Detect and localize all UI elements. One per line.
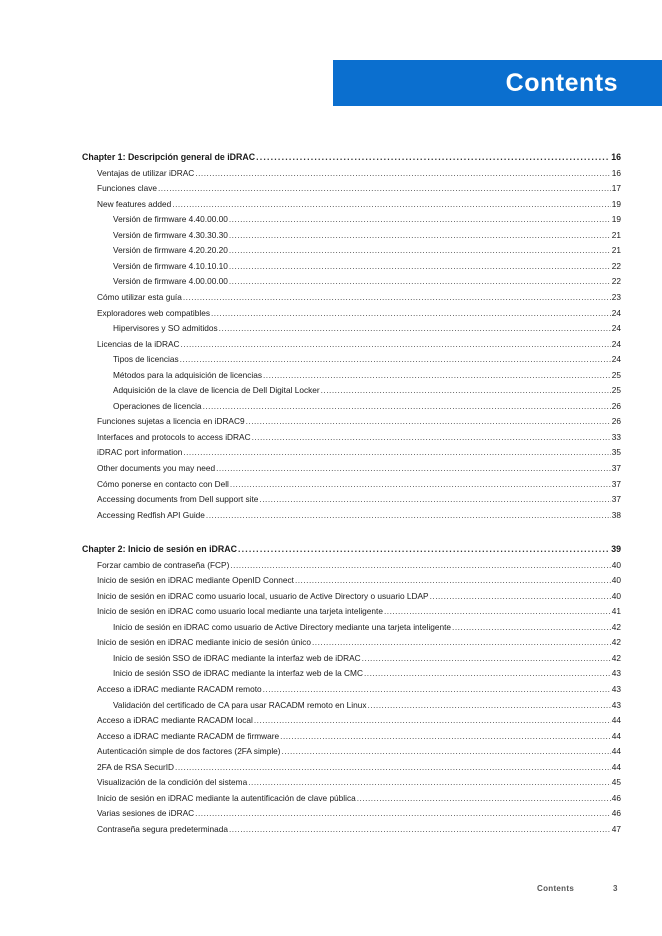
- dot-leader: [384, 606, 611, 617]
- dot-leader: [321, 385, 611, 396]
- page-number: 21: [611, 245, 621, 256]
- toc-entry[interactable]: [97, 292, 621, 303]
- dot-leader: [216, 463, 611, 474]
- toc-entry[interactable]: [97, 463, 621, 474]
- page-number: 26: [611, 416, 621, 427]
- page-number: 33: [611, 431, 621, 442]
- page-number: 43: [611, 699, 621, 710]
- toc-entry[interactable]: [113, 622, 621, 633]
- entry-label: Inicio de sesión SSO de iDRAC mediante la interfaz web de la CMC: [113, 668, 363, 679]
- page-number: 22: [611, 276, 621, 287]
- toc-entry[interactable]: [97, 777, 621, 788]
- page-number: 40: [611, 559, 621, 570]
- page-number: 16: [611, 167, 621, 178]
- dot-leader: [229, 261, 611, 272]
- dot-leader: [254, 715, 611, 726]
- entry-label: Acceso a iDRAC mediante RACADM local: [97, 715, 253, 726]
- toc-entry[interactable]: [113, 401, 621, 412]
- page-number: 26: [611, 400, 621, 411]
- entry-label: Other documents you may need: [97, 463, 216, 473]
- page-footer: [0, 884, 662, 896]
- toc-entry[interactable]: [113, 370, 621, 381]
- page-number: 41: [611, 606, 621, 617]
- entry-label: Versión de firmware 4.30.30.30: [113, 229, 228, 240]
- entry-label: 2FA de RSA SecurID: [97, 761, 175, 772]
- toc-entry[interactable]: [97, 339, 621, 350]
- dot-leader: [175, 762, 611, 773]
- entry-label: Licencias de la iDRAC: [97, 338, 180, 349]
- entry-label: Contraseña segura predeterminada: [97, 823, 228, 834]
- dot-leader: [430, 591, 611, 602]
- dot-leader: [195, 168, 610, 179]
- dot-leader: [206, 510, 611, 521]
- dot-leader: [183, 447, 610, 458]
- entry-label: Ventajas de utilizar iDRAC: [97, 167, 195, 178]
- dot-leader: [211, 308, 611, 319]
- entry-label: Interfaces and protocols to access iDRAC: [97, 431, 251, 442]
- dot-leader: [229, 230, 611, 241]
- dot-leader: [364, 668, 611, 679]
- page-number: 44: [611, 761, 621, 772]
- toc-entry[interactable]: [97, 591, 621, 602]
- dot-leader: [238, 544, 610, 555]
- toc-entry[interactable]: [97, 824, 621, 835]
- toc-entry[interactable]: [97, 808, 621, 819]
- page-number: 44: [611, 730, 621, 741]
- toc-entry[interactable]: [113, 700, 621, 711]
- toc-entry[interactable]: [97, 793, 621, 804]
- chapter-title: Chapter 1: Descripción general de iDRAC: [82, 152, 256, 162]
- entry-label: Versión de firmware 4.20.20.20: [113, 245, 228, 256]
- dot-leader: [259, 494, 610, 505]
- entry-label: Inicio de sesión SSO de iDRAC mediante la interfaz web de iDRAC: [113, 652, 361, 663]
- toc-entry[interactable]: [97, 715, 621, 726]
- dot-leader: [368, 700, 611, 711]
- entry-label: Inicio de sesión en iDRAC mediante la autentificación de clave pública: [97, 792, 356, 803]
- page-number: 19: [611, 214, 621, 225]
- toc-entry[interactable]: [97, 560, 621, 571]
- dot-leader: [246, 416, 611, 427]
- dot-leader: [230, 479, 611, 490]
- toc-entry[interactable]: [97, 762, 621, 773]
- toc-entry[interactable]: [97, 183, 621, 194]
- dot-leader: [180, 354, 611, 365]
- toc-entry[interactable]: [97, 606, 621, 617]
- entry-label: Versión de firmware 4.00.00.00: [113, 276, 228, 287]
- toc-entry[interactable]: [113, 385, 621, 396]
- entry-label: Varias sesiones de iDRAC: [97, 808, 195, 819]
- page-title: Contents: [505, 68, 618, 97]
- page-number: 45: [611, 777, 621, 788]
- toc-entry[interactable]: [113, 214, 621, 225]
- entry-label: Forzar cambio de contraseña (FCP): [97, 559, 230, 570]
- dot-leader: [362, 653, 611, 664]
- toc-entry[interactable]: [97, 308, 621, 319]
- entry-label: Acceso a iDRAC mediante RACADM de firmware: [97, 730, 280, 741]
- toc-entry[interactable]: [113, 354, 621, 365]
- entry-label: Versión de firmware 4.10.10.10: [113, 260, 228, 271]
- chapter-title: Chapter 2: Inicio de sesión en iDRAC: [82, 544, 237, 554]
- page-number: 23: [611, 291, 621, 302]
- dot-leader: [183, 292, 611, 303]
- toc-entry[interactable]: [97, 168, 621, 179]
- page-number: 43: [611, 668, 621, 679]
- dot-leader: [219, 323, 611, 334]
- dot-leader: [252, 432, 611, 443]
- page-number: 24: [611, 323, 621, 334]
- toc-entry[interactable]: [113, 653, 621, 664]
- contents-banner: [333, 60, 662, 106]
- dot-leader: [452, 622, 611, 633]
- page-number: 24: [611, 338, 621, 349]
- entry-label: Autenticación simple de dos factores (2FA simple): [97, 746, 281, 757]
- toc-entry[interactable]: [113, 261, 621, 272]
- page-number: 35: [611, 447, 621, 458]
- entry-label: Funciones sujetas a licencia en iDRAC9: [97, 416, 245, 427]
- entry-label: Inicio de sesión en iDRAC como usuario de Active Directory mediante una tarjeta inteligente: [113, 621, 452, 632]
- toc-entry[interactable]: [97, 637, 621, 648]
- toc-entry[interactable]: [113, 323, 621, 334]
- entry-label: Operaciones de licencia: [113, 400, 202, 411]
- dot-leader: [229, 214, 611, 225]
- entry-label: iDRAC port information: [97, 447, 183, 458]
- page-number: 42: [611, 652, 621, 663]
- entry-label: Visualización de la condición del sistema: [97, 777, 248, 788]
- page-number: 40: [611, 575, 621, 586]
- entry-label: Cómo ponerse en contacto con Dell: [97, 478, 229, 489]
- entry-label: Versión de firmware 4.40.00.00: [113, 214, 228, 225]
- dot-leader: [256, 152, 610, 163]
- footer-page-number: 3: [613, 884, 618, 893]
- page-number: 16: [611, 152, 621, 162]
- page-number: 44: [611, 715, 621, 726]
- dot-leader: [280, 731, 611, 742]
- toc-entry[interactable]: [97, 746, 621, 757]
- entry-label: Inicio de sesión en iDRAC mediante inicio de sesión único: [97, 637, 311, 648]
- dot-leader: [230, 560, 610, 571]
- entry-label: Adquisición de la clave de licencia de Dell Digital Locker: [113, 385, 320, 396]
- toc-entry[interactable]: [97, 447, 621, 458]
- page-number: 22: [611, 260, 621, 271]
- toc-entry[interactable]: [97, 494, 621, 505]
- page-number: 39: [611, 544, 621, 554]
- entry-label: New features added: [97, 198, 172, 209]
- page-number: 46: [611, 808, 621, 819]
- toc-entry[interactable]: [113, 245, 621, 256]
- entry-label: Acceso a iDRAC mediante RACADM remoto: [97, 683, 262, 694]
- dot-leader: [282, 746, 611, 757]
- page-number: 17: [611, 183, 621, 194]
- dot-leader: [312, 637, 611, 648]
- entry-label: Validación del certificado de CA para usar RACADM remoto en Linux: [113, 699, 367, 710]
- page-number: 24: [611, 307, 621, 318]
- toc-entry[interactable]: [97, 510, 621, 521]
- dot-leader: [181, 339, 611, 350]
- entry-label: Cómo utilizar esta guía: [97, 291, 182, 302]
- dot-leader: [248, 777, 611, 788]
- toc-chapter-entry[interactable]: [82, 152, 621, 163]
- footer-label: Contents: [537, 884, 575, 893]
- entry-label: Tipos de licencias: [113, 354, 179, 365]
- page-number: 47: [611, 823, 621, 834]
- page-number: 46: [611, 792, 621, 803]
- dot-leader: [295, 575, 611, 586]
- page-number: 37: [611, 494, 621, 505]
- page-number: 19: [611, 198, 621, 209]
- entry-label: Métodos para la adquisición de licencias: [113, 369, 262, 380]
- dot-leader: [229, 276, 611, 287]
- dot-leader: [263, 684, 611, 695]
- entry-label: Exploradores web compatibles: [97, 307, 210, 318]
- toc-entry[interactable]: [97, 575, 621, 586]
- page-number: 38: [611, 509, 621, 520]
- entry-label: Accessing Redfish API Guide: [97, 509, 205, 520]
- toc-entry[interactable]: [113, 276, 621, 287]
- entry-label: Inicio de sesión en iDRAC como usuario local mediante una tarjeta inteligente: [97, 606, 383, 617]
- page-number: 43: [611, 683, 621, 694]
- page-number: 40: [611, 590, 621, 601]
- toc-chapter-entry[interactable]: [82, 544, 621, 555]
- dot-leader: [229, 824, 611, 835]
- page-number: 42: [611, 621, 621, 632]
- page-number: 42: [611, 637, 621, 648]
- toc-entry[interactable]: [97, 479, 621, 490]
- page-number: 21: [611, 229, 621, 240]
- dot-leader: [229, 245, 611, 256]
- toc-entry[interactable]: [97, 684, 621, 695]
- dot-leader: [172, 199, 611, 210]
- dot-leader: [357, 793, 611, 804]
- dot-leader: [263, 370, 611, 381]
- entry-label: Accessing documents from Dell support site: [97, 494, 259, 505]
- dot-leader: [158, 183, 611, 194]
- page-number: 25: [611, 385, 621, 396]
- toc-entry[interactable]: [113, 668, 621, 679]
- toc-entry[interactable]: [97, 199, 621, 210]
- entry-label: Inicio de sesión en iDRAC como usuario local, usuario de Active Directory o usuario LDAP: [97, 590, 429, 601]
- entry-label: Inicio de sesión en iDRAC mediante OpenID Connect: [97, 575, 294, 586]
- dot-leader: [203, 401, 611, 412]
- page-number: 37: [611, 463, 621, 473]
- dot-leader: [195, 808, 611, 819]
- toc-entry[interactable]: [97, 432, 621, 443]
- toc-entry[interactable]: [97, 416, 621, 427]
- entry-label: Hipervisores y SO admitidos: [113, 323, 218, 334]
- page-number: 25: [611, 369, 621, 380]
- page-number: 37: [611, 478, 621, 489]
- toc-entry[interactable]: [113, 230, 621, 241]
- page-number: 44: [611, 746, 621, 757]
- entry-label: Funciones clave: [97, 183, 157, 194]
- toc-entry[interactable]: [97, 731, 621, 742]
- page-number: 24: [611, 354, 621, 365]
